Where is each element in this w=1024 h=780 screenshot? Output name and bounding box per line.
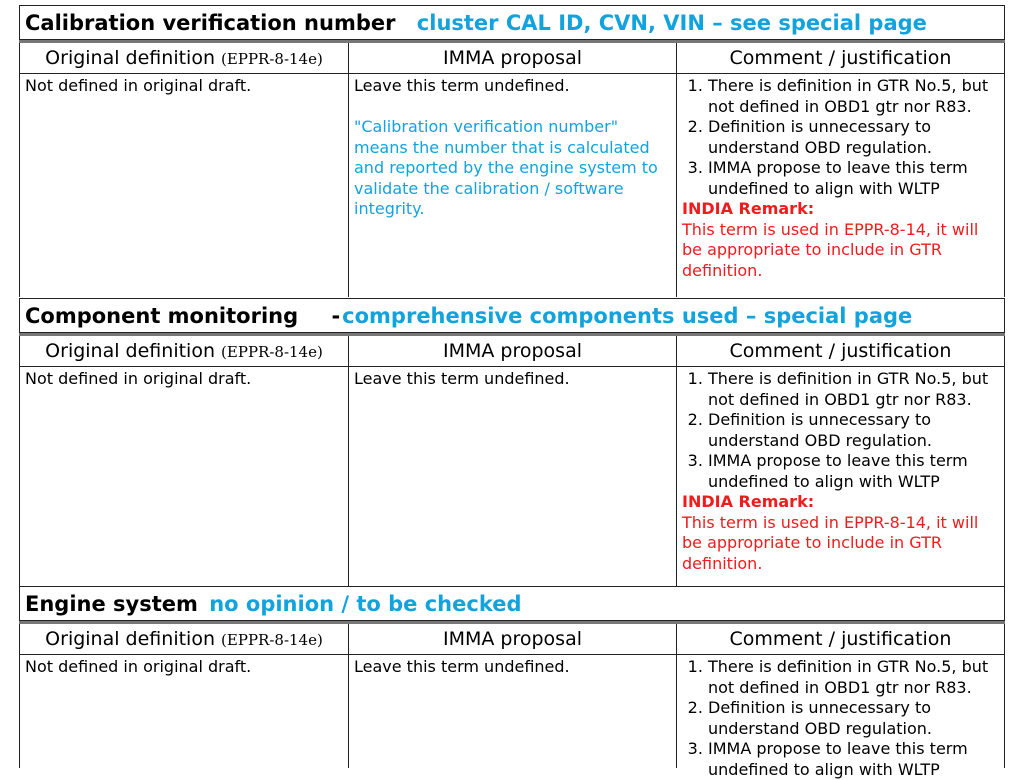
header-original: Original definition (EPPR-8-14e)	[19, 43, 348, 74]
section-term: Component monitoring	[25, 304, 299, 328]
original-definition-cell	[19, 653, 348, 768]
comment-cell	[676, 365, 1005, 586]
table-body-row	[19, 72, 1005, 297]
original-definition-text: Not defined in original draft.	[25, 369, 252, 388]
table-header-row	[19, 40, 1005, 72]
justification-list	[682, 657, 1000, 780]
original-definition-text: Not defined in original draft.	[25, 657, 252, 676]
original-definition-cell	[19, 72, 348, 297]
definition-block-component-monitoring	[19, 298, 1005, 586]
definition-block-cvn	[19, 5, 1005, 297]
imma-proposal-text: Leave this term undefined.	[354, 657, 570, 676]
justification-list	[682, 369, 1000, 492]
header-original: Original definition (EPPR-8-14e)	[19, 336, 348, 367]
table-body-row	[19, 365, 1005, 586]
header-imma: IMMA proposal	[348, 43, 676, 74]
header-imma: IMMA proposal	[348, 624, 676, 655]
india-remark-text: This term is used in EPPR-8-14, it will be appropriate to include in GTR definition.	[682, 219, 979, 280]
section-note: comprehensive components used – special page	[342, 304, 913, 328]
imma-proposal-cell	[348, 365, 676, 586]
section-title	[19, 586, 1005, 621]
imma-proposal-cell	[348, 72, 676, 297]
table-body-row	[19, 653, 1005, 779]
imma-proposal-cell	[348, 653, 676, 768]
list-item: 1. There is definition in GTR No.5, but not defined in OBD1 gtr nor R83.	[708, 657, 1000, 698]
header-original: Original definition (EPPR-8-14e)	[19, 624, 348, 655]
comment-cell	[676, 653, 1005, 779]
list-item: 3. IMMA propose to leave this term undefined to align with WLTP	[708, 158, 1000, 199]
section-term: Calibration verification number	[25, 11, 396, 35]
india-remark-label: INDIA Remark:	[682, 199, 815, 218]
imma-proposal-text: Leave this term undefined.	[354, 76, 570, 95]
header-comment: Comment / justification	[676, 624, 1005, 655]
list-item: 1. There is definition in GTR No.5, but not defined in OBD1 gtr nor R83.	[708, 369, 1000, 410]
section-note: no opinion / to be checked	[209, 592, 522, 616]
section-title	[19, 298, 1005, 333]
imma-proposed-definition: "Calibration verification number" means the number that is calculated and reported by the engine system to validate the calibration / software integrity.	[354, 117, 658, 218]
section-note: cluster CAL ID, CVN, VIN – see special page	[416, 11, 927, 35]
section-separator: -	[331, 304, 341, 328]
list-item: 2. Definition is unnecessary to understand OBD regulation.	[708, 117, 1000, 158]
list-item: 1. There is definition in GTR No.5, but not defined in OBD1 gtr nor R83.	[708, 76, 1000, 117]
header-comment: Comment / justification	[676, 43, 1005, 74]
section-title	[19, 5, 1005, 40]
list-item: 2. Definition is unnecessary to understand OBD regulation.	[708, 410, 1000, 451]
india-remark-label: INDIA Remark:	[682, 492, 815, 511]
table-header-row	[19, 621, 1005, 653]
justification-list	[682, 76, 1000, 199]
definition-block-engine-system	[19, 586, 1005, 779]
original-definition-text: Not defined in original draft.	[25, 76, 252, 95]
table-header-row	[19, 333, 1005, 365]
original-definition-cell	[19, 365, 348, 586]
section-term: Engine system	[25, 592, 198, 616]
list-item: 3. IMMA propose to leave this term undefined to align with WLTP	[708, 451, 1000, 492]
comment-cell	[676, 72, 1005, 297]
imma-proposal-text: Leave this term undefined.	[354, 369, 570, 388]
list-item: 3. IMMA propose to leave this term undefined to align with WLTP	[708, 739, 1000, 780]
header-imma: IMMA proposal	[348, 336, 676, 367]
india-remark-text: This term is used in EPPR-8-14, it will be appropriate to include in GTR definition.	[682, 512, 979, 573]
header-comment: Comment / justification	[676, 336, 1005, 367]
list-item: 2. Definition is unnecessary to understand OBD regulation.	[708, 698, 1000, 739]
